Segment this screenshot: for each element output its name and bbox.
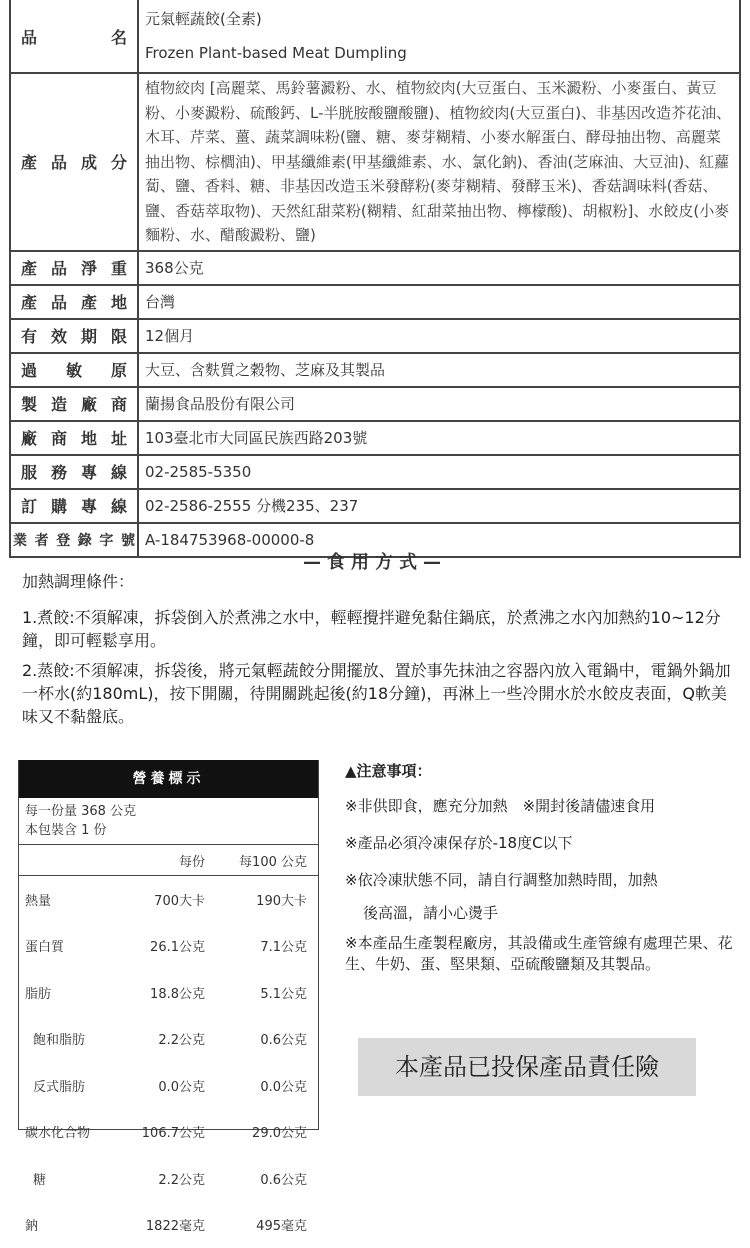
per-100g-value: 0.0公克 [205,1076,307,1095]
per-100g-value: 5.1公克 [205,983,307,1002]
spec-value: 368公克 [138,251,740,285]
note-item: ※產品必須冷凍保存於-18度C以下 [345,828,745,858]
nutrient-name: 鈉 [25,1215,113,1234]
per-100g-value: 0.6公克 [205,1169,307,1188]
per-serving-value: 700大卡 [113,890,205,909]
nutrient-name: 糖 [25,1169,113,1188]
spec-value: 103臺北市大同區民族西路203號 [138,421,740,455]
servings-per-pack: 本包裝含 1 份 [25,821,312,840]
usage-title: —食用方式— [0,548,750,574]
nutrition-table [18,760,319,1130]
spec-label: 業者登錄字號 [10,523,138,557]
note-item: ※非供即食，應充分加熱 ※開封後請儘速食用 [345,791,745,821]
per-serving-value: 18.8公克 [113,983,205,1002]
note-item: 後高溫，請小心燙手 [345,898,745,928]
per-100g-value: 0.6公克 [205,1029,307,1048]
spec-value: A-184753968-00000-8 [138,523,740,557]
spec-label: 製造廠商 [10,387,138,421]
notes [345,760,745,975]
nutrition-row [19,969,318,1016]
usage-heading: 加熱調理條件： [22,570,742,593]
nutrient-name: 熱量 [25,890,113,909]
nutrition-row [19,876,318,923]
nutrition-row [19,1109,318,1156]
nutrition-row [19,923,318,970]
usage-step: 2.蒸餃:不須解凍，拆袋後，將元氣輕蔬餃分開擺放、置於事先抹油之容器內放入電鍋中，電鍋外鍋加一杯水(約180mL)，按下開關，待開關跳起後(約18分鐘)，再淋上一些冷開水於水餃皮表面，Q軟美味又不黏盤底。 [22,659,742,728]
nutrition-title: 營養標示 [19,760,318,798]
spec-value: 蘭揚食品股份有限公司 [138,387,740,421]
per-serving-value: 2.2公克 [113,1169,205,1188]
spec-label: 產品成分 [10,73,138,251]
nutrient-name: 反式脂肪 [25,1076,113,1095]
per-serving-value: 106.7公克 [113,1122,205,1141]
col-per-100g: 每100 公克 [205,851,307,870]
nutrient-name: 蛋白質 [25,936,113,955]
spec-label: 廠商地址 [10,421,138,455]
nutrition-row [19,1016,318,1063]
spec-value: 02-2586-2555 分機235、237 [138,489,740,523]
spec-value: 大豆、含麩質之穀物、芝麻及其製品 [138,353,740,387]
spec-value: 12個月 [138,319,740,353]
col-per-serving: 每份 [113,851,205,870]
per-serving-value: 0.0公克 [113,1076,205,1095]
serving-size: 每一份量 368 公克 [25,802,312,821]
per-100g-value: 190大卡 [205,890,307,909]
per-100g-value: 495毫克 [205,1215,307,1234]
nutrition-row [19,1202,318,1248]
spec-label: 服務專線 [10,455,138,489]
product-spec-table [9,0,741,558]
spec-value: 台灣 [138,285,740,319]
insurance-banner: 本產品已投保產品責任險 [358,1038,696,1096]
per-serving-value: 2.2公克 [113,1029,205,1048]
nutrient-name: 碳水化合物 [25,1122,113,1141]
usage-step: 1.煮餃:不須解凍，拆袋倒入於煮沸之水中，輕輕攪拌避免黏住鍋底，於煮沸之水內加熱約10~12分鐘，即可輕鬆享用。 [22,606,742,652]
note-item: ※依冷凍狀態不同，請自行調整加熱時間，加熱 [345,865,745,895]
notes-title: ▲注意事項： [345,760,745,782]
per-serving-value: 26.1公克 [113,936,205,955]
nutrition-row [19,1155,318,1202]
spec-label: 有效期限 [10,319,138,353]
spec-label: 過敏原 [10,353,138,387]
spec-label: 產品淨重 [10,251,138,285]
per-serving-value: 1822毫克 [113,1215,205,1234]
spec-label: 品 名 [10,0,138,73]
spec-label: 訂購專線 [10,489,138,523]
per-100g-value: 29.0公克 [205,1122,307,1141]
note-item: ※本產品生產製程廠房，其設備或生產管線有處理芒果、花生、牛奶、蛋、堅果類、亞硫酸鹽類及其製品。 [345,933,745,975]
spec-value: 02-2585-5350 [138,455,740,489]
nutrient-name: 飽和脂肪 [25,1029,113,1048]
spec-label: 產品產地 [10,285,138,319]
nutrition-row [19,1062,318,1109]
per-100g-value: 7.1公克 [205,936,307,955]
nutrient-name: 脂肪 [25,983,113,1002]
product-name-en: Frozen Plant-based Meat Dumpling [145,36,733,70]
product-name-zh: 元氣輕蔬餃(全素) [145,2,733,36]
ingredients: 植物絞肉 [高麗菜、馬鈴薯澱粉、水、植物絞肉(大豆蛋白、玉米澱粉、小麥蛋白、黃豆粉、小麥澱粉、硫酸鈣、L-半胱胺酸鹽酸鹽)、植物絞肉(大豆蛋白)、非基因改造芥花油、木耳、芹菜、薑、蔬菜調味粉(鹽、糖、麥芽糊精、小麥水解蛋白、酵母抽出物、高麗菜抽出物、棕櫚油)、甲基纖維素(甲基纖維素、水、氯化鈉)、香油(芝麻油、大豆油)、紅蘿蔔、鹽、香料、糖、非基因改造玉米發酵粉(麥芽糊精、發酵玉米)、香菇調味料(香菇、鹽、香菇萃取物)、天然紅甜菜粉(糊精、紅甜菜抽出物、檸檬酸)、胡椒粉]、水餃皮(小麥麵粉、水、醋酸澱粉、鹽) [138,73,740,251]
